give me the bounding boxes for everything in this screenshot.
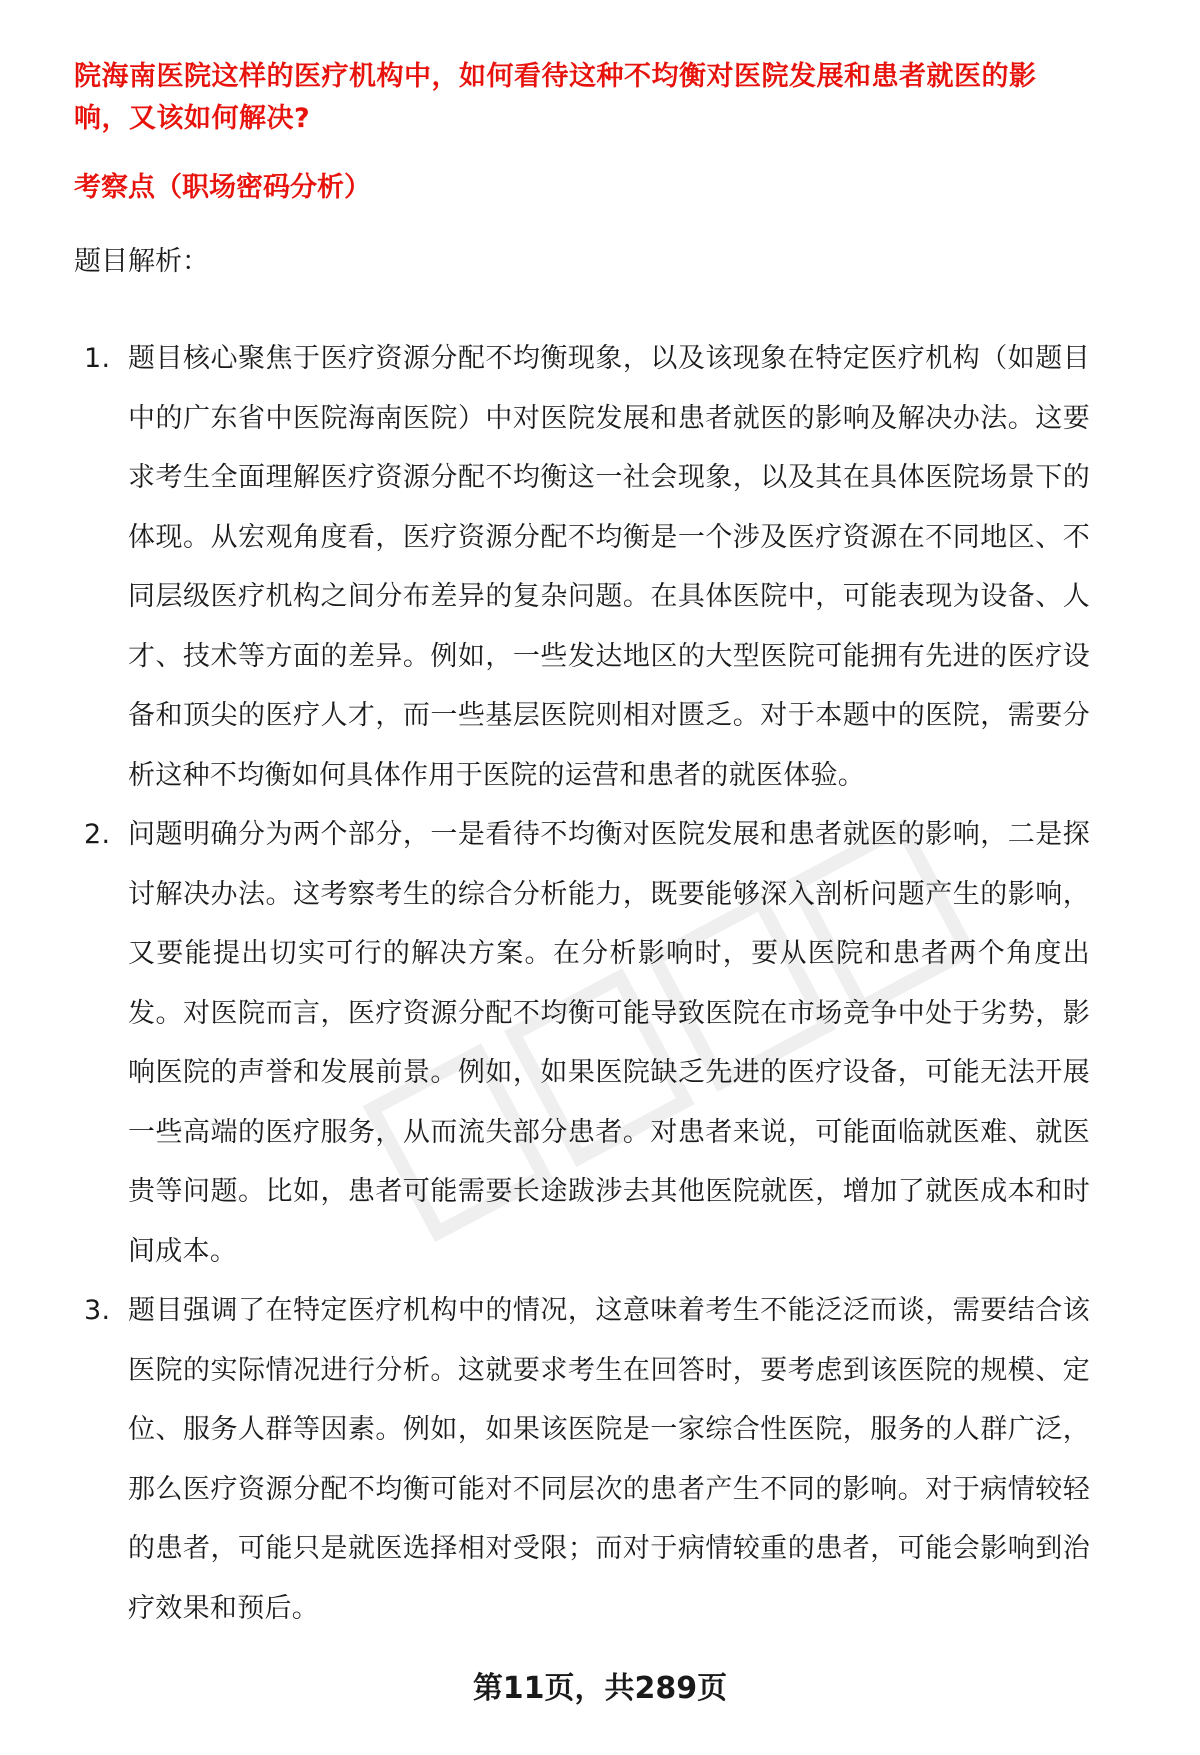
section-title: 考察点（职场密码分析） (74, 172, 371, 203)
list-item-number: 3. (84, 1295, 111, 1326)
list-item (74, 329, 1090, 805)
list-item (74, 1281, 1090, 1638)
list-item-text: 题目强调了在特定医疗机构中的情况，这意味着考生不能泛泛而谈，需要结合该医院的实际情况进行分析。这就要求考生在回答时，要考虑到该医院的规模、定位、服务人群等因素。例如，如果该医院是一家综合性医院，服务的人群广泛，那么医疗资源分配不均衡可能对不同层次的患者产生不同的影响。对于病情较轻的患者，可能只是就医选择相对受限；而对于病情较重的患者，可能会影响到治疗效果和预后。 (128, 1295, 1090, 1624)
list-item (74, 805, 1090, 1281)
question-heading: 院海南医院这样的医疗机构中，如何看待这种不均衡对医院发展和患者就医的影响，又该如何解决? (74, 61, 1037, 134)
page-number-footer: 第11页，共289页 (472, 1671, 728, 1706)
analysis-intro: 题目解析： (74, 246, 209, 277)
list-item-number: 1. (84, 343, 111, 374)
list-item-text: 题目核心聚焦于医疗资源分配不均衡现象，以及该现象在特定医疗机构（如题目中的广东省中医院海南医院）中对医院发展和患者就医的影响及解决办法。这要求考生全面理解医疗资源分配不均衡这一社会现象，以及其在具体医院场景下的体现。从宏观角度看，医疗资源分配不均衡是一个涉及医疗资源在不同地区、不同层级医疗机构之间分布差异的复杂问题。在具体医院中，可能表现为设备、人才、技术等方面的差异。例如，一些发达地区的大型医院可能拥有先进的医疗设备和顶尖的医疗人才，而一些基层医院则相对匮乏。对于本题中的医院，需要分析这种不均衡如何具体作用于医院的运营和患者的就医体验。 (128, 343, 1090, 791)
analysis-list (74, 329, 1090, 1638)
list-item-text: 问题明确分为两个部分，一是看待不均衡对医院发展和患者就医的影响，二是探讨解决办法。这考察考生的综合分析能力，既要能够深入剖析问题产生的影响，又要能提出切实可行的解决方案。在分析影响时，要从医院和患者两个角度出发。对医院而言，医疗资源分配不均衡可能导致医院在市场竞争中处于劣势，影响医院的声誉和发展前景。例如，如果医院缺乏先进的医疗设备，可能无法开展一些高端的医疗服务，从而流失部分患者。对患者来说，可能面临就医难、就医贵等问题。比如，患者可能需要长途跋涉去其他医院就医，增加了就医成本和时间成本。 (128, 819, 1090, 1267)
list-item-number: 2. (84, 819, 111, 850)
